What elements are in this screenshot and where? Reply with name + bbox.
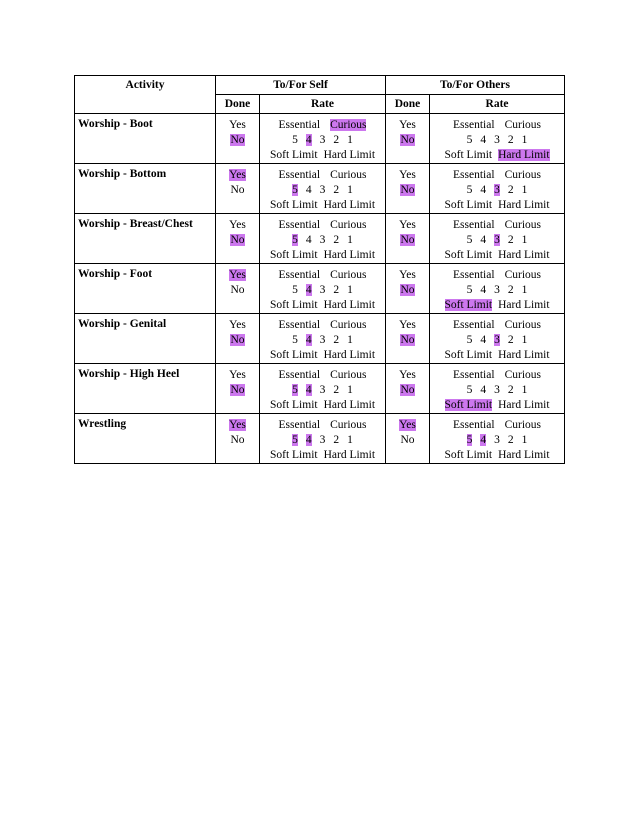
self-header: To/For Self xyxy=(216,76,386,95)
others-essential: Essential xyxy=(453,269,495,281)
others-done-yes: Yes xyxy=(399,269,416,281)
self-rate-2: 2 xyxy=(333,334,340,346)
self-done-cell xyxy=(216,314,260,364)
self-rate-4: 4 xyxy=(305,134,312,146)
header-row-2 xyxy=(75,95,565,114)
others-essential: Essential xyxy=(453,319,495,331)
others-rate-cell xyxy=(430,364,565,414)
others-curious: Curious xyxy=(504,319,541,331)
self-done-yes: Yes xyxy=(229,169,246,181)
self-rate-2: 2 xyxy=(333,284,340,296)
others-rate-4: 4 xyxy=(480,384,487,396)
others-rate-4: 4 xyxy=(480,334,487,346)
others-curious: Curious xyxy=(504,419,541,431)
others-done-yes: Yes xyxy=(399,419,416,431)
others-done-no: No xyxy=(400,134,415,146)
self-rate-3: 3 xyxy=(319,384,326,396)
others-rate-3: 3 xyxy=(494,434,500,446)
self-rate-4: 4 xyxy=(305,434,312,446)
others-done-yes: Yes xyxy=(399,119,416,131)
others-rate-2: 2 xyxy=(507,434,514,446)
self-done-no: No xyxy=(230,334,245,346)
others-rate-5: 5 xyxy=(466,384,473,396)
self-soft-limit: Soft Limit xyxy=(269,299,318,311)
others-rate-3: 3 xyxy=(494,284,500,296)
self-essential: Essential xyxy=(278,219,321,231)
others-done-yes: Yes xyxy=(399,369,416,381)
others-soft-limit: Soft Limit xyxy=(444,399,493,411)
others-rate-1: 1 xyxy=(521,184,528,196)
others-rate-5: 5 xyxy=(466,434,473,446)
self-done-yes: Yes xyxy=(229,119,246,131)
others-rate-4: 4 xyxy=(480,234,487,246)
others-hard-limit: Hard Limit xyxy=(498,399,550,411)
self-done-cell xyxy=(216,364,260,414)
others-rate-cell xyxy=(430,164,565,214)
self-done-cell xyxy=(216,264,260,314)
activity-cell: Worship - High Heel xyxy=(75,364,216,414)
self-hard-limit: Hard Limit xyxy=(323,349,376,361)
others-rate-1: 1 xyxy=(521,234,528,246)
others-done-cell xyxy=(386,414,430,464)
activity-rating-table xyxy=(74,75,565,464)
others-rate-1: 1 xyxy=(521,284,528,296)
self-hard-limit: Hard Limit xyxy=(323,399,376,411)
activity-cell: Wrestling xyxy=(75,414,216,464)
others-rate-3: 3 xyxy=(494,384,500,396)
self-done-no: No xyxy=(230,134,245,146)
self-rate-1: 1 xyxy=(347,434,353,446)
self-rate-3: 3 xyxy=(319,234,326,246)
self-done-yes: Yes xyxy=(229,369,246,381)
others-rate-1: 1 xyxy=(521,384,528,396)
self-rate-header: Rate xyxy=(260,95,386,114)
self-done-yes: Yes xyxy=(229,419,246,431)
others-rate-4: 4 xyxy=(480,184,487,196)
self-rate-5: 5 xyxy=(292,234,298,246)
self-essential: Essential xyxy=(278,169,321,181)
others-done-yes: Yes xyxy=(399,219,416,231)
others-rate-2: 2 xyxy=(507,234,514,246)
self-rate-3: 3 xyxy=(319,134,326,146)
others-rate-1: 1 xyxy=(521,434,528,446)
self-hard-limit: Hard Limit xyxy=(323,299,376,311)
others-rate-cell xyxy=(430,414,565,464)
others-rate-cell xyxy=(430,214,565,264)
self-soft-limit: Soft Limit xyxy=(269,249,318,261)
self-rate-5: 5 xyxy=(292,384,298,396)
self-rate-cell xyxy=(260,264,386,314)
others-hard-limit: Hard Limit xyxy=(498,149,550,161)
activity-header-spacer xyxy=(75,95,216,114)
others-done-cell xyxy=(386,264,430,314)
self-rate-cell xyxy=(260,164,386,214)
table-row xyxy=(75,164,565,214)
others-curious: Curious xyxy=(504,269,541,281)
others-rate-5: 5 xyxy=(466,184,473,196)
self-curious: Curious xyxy=(330,319,367,331)
others-rate-5: 5 xyxy=(466,284,473,296)
self-rate-5: 5 xyxy=(292,334,298,346)
self-done-yes: Yes xyxy=(229,219,246,231)
others-rate-3: 3 xyxy=(494,234,500,246)
self-rate-5: 5 xyxy=(292,134,298,146)
others-rate-2: 2 xyxy=(507,384,514,396)
self-essential: Essential xyxy=(278,369,321,381)
others-done-header: Done xyxy=(386,95,430,114)
self-essential: Essential xyxy=(278,319,321,331)
others-curious: Curious xyxy=(504,219,541,231)
self-curious: Curious xyxy=(330,219,367,231)
others-soft-limit: Soft Limit xyxy=(444,299,493,311)
self-rate-1: 1 xyxy=(347,384,353,396)
self-rate-4: 4 xyxy=(305,284,312,296)
others-header: To/For Others xyxy=(386,76,565,95)
self-rate-1: 1 xyxy=(347,334,353,346)
self-rate-3: 3 xyxy=(319,284,326,296)
others-soft-limit: Soft Limit xyxy=(444,349,493,361)
table-row xyxy=(75,314,565,364)
activity-cell: Worship - Breast/Chest xyxy=(75,214,216,264)
others-rate-3: 3 xyxy=(494,334,500,346)
self-rate-4: 4 xyxy=(305,234,312,246)
others-curious: Curious xyxy=(504,169,541,181)
others-done-cell xyxy=(386,314,430,364)
others-rate-2: 2 xyxy=(507,334,514,346)
others-curious: Curious xyxy=(504,369,541,381)
others-rate-1: 1 xyxy=(521,134,528,146)
self-rate-2: 2 xyxy=(333,184,340,196)
self-rate-5: 5 xyxy=(292,184,298,196)
others-done-no: No xyxy=(400,334,415,346)
others-rate-3: 3 xyxy=(494,184,500,196)
others-rate-5: 5 xyxy=(466,234,473,246)
others-soft-limit: Soft Limit xyxy=(444,149,493,161)
self-curious: Curious xyxy=(330,269,367,281)
self-done-no: No xyxy=(230,434,245,446)
others-done-no: No xyxy=(400,384,415,396)
self-done-no: No xyxy=(230,184,245,196)
self-hard-limit: Hard Limit xyxy=(323,149,376,161)
others-done-yes: Yes xyxy=(399,319,416,331)
activity-cell: Worship - Boot xyxy=(75,114,216,164)
others-rate-5: 5 xyxy=(466,134,473,146)
self-rate-5: 5 xyxy=(292,434,298,446)
others-done-no: No xyxy=(400,284,415,296)
self-essential: Essential xyxy=(278,419,321,431)
others-rate-2: 2 xyxy=(507,184,514,196)
self-curious: Curious xyxy=(330,369,367,381)
self-done-yes: Yes xyxy=(229,269,246,281)
self-done-cell xyxy=(216,114,260,164)
activity-cell: Worship - Bottom xyxy=(75,164,216,214)
others-curious: Curious xyxy=(504,119,541,131)
self-done-cell xyxy=(216,214,260,264)
self-rate-2: 2 xyxy=(333,434,340,446)
self-soft-limit: Soft Limit xyxy=(269,449,318,461)
self-rate-4: 4 xyxy=(305,184,312,196)
others-soft-limit: Soft Limit xyxy=(444,249,493,261)
others-done-no: No xyxy=(400,434,415,446)
others-rate-cell xyxy=(430,314,565,364)
others-done-yes: Yes xyxy=(399,169,416,181)
others-essential: Essential xyxy=(453,119,495,131)
others-essential: Essential xyxy=(453,369,495,381)
others-rate-3: 3 xyxy=(494,134,500,146)
self-rate-cell xyxy=(260,214,386,264)
self-rate-1: 1 xyxy=(347,284,353,296)
self-rate-cell xyxy=(260,364,386,414)
others-rate-cell xyxy=(430,264,565,314)
others-rate-cell xyxy=(430,114,565,164)
activity-header: Activity xyxy=(75,76,216,95)
table-row xyxy=(75,364,565,414)
others-done-cell xyxy=(386,364,430,414)
activity-cell: Worship - Foot xyxy=(75,264,216,314)
self-rate-2: 2 xyxy=(333,134,340,146)
others-essential: Essential xyxy=(453,219,495,231)
others-done-no: No xyxy=(400,184,415,196)
self-rate-3: 3 xyxy=(319,334,326,346)
others-rate-4: 4 xyxy=(480,284,487,296)
self-done-no: No xyxy=(230,384,245,396)
others-done-cell xyxy=(386,214,430,264)
others-done-no: No xyxy=(400,234,415,246)
self-hard-limit: Hard Limit xyxy=(323,449,376,461)
self-soft-limit: Soft Limit xyxy=(269,199,318,211)
others-hard-limit: Hard Limit xyxy=(498,199,550,211)
self-essential: Essential xyxy=(278,269,321,281)
activity-cell: Worship - Genital xyxy=(75,314,216,364)
self-done-header: Done xyxy=(216,95,260,114)
others-rate-2: 2 xyxy=(507,134,514,146)
others-soft-limit: Soft Limit xyxy=(444,199,493,211)
self-soft-limit: Soft Limit xyxy=(269,149,318,161)
self-rate-cell xyxy=(260,114,386,164)
others-rate-1: 1 xyxy=(521,334,528,346)
others-hard-limit: Hard Limit xyxy=(498,299,550,311)
others-hard-limit: Hard Limit xyxy=(498,449,550,461)
table-row xyxy=(75,214,565,264)
self-rate-3: 3 xyxy=(319,184,326,196)
others-essential: Essential xyxy=(453,419,495,431)
others-done-cell xyxy=(386,164,430,214)
self-hard-limit: Hard Limit xyxy=(323,249,376,261)
others-rate-4: 4 xyxy=(480,434,487,446)
table-row xyxy=(75,264,565,314)
self-hard-limit: Hard Limit xyxy=(323,199,376,211)
self-soft-limit: Soft Limit xyxy=(269,399,318,411)
self-done-yes: Yes xyxy=(229,319,246,331)
self-curious: Curious xyxy=(330,419,367,431)
others-done-cell xyxy=(386,114,430,164)
others-soft-limit: Soft Limit xyxy=(444,449,493,461)
self-rate-4: 4 xyxy=(305,384,312,396)
self-done-cell xyxy=(216,414,260,464)
self-rate-1: 1 xyxy=(347,134,353,146)
others-hard-limit: Hard Limit xyxy=(498,249,550,261)
others-rate-5: 5 xyxy=(466,334,473,346)
self-rate-5: 5 xyxy=(292,284,298,296)
self-rate-3: 3 xyxy=(319,434,326,446)
self-rate-1: 1 xyxy=(347,234,353,246)
self-done-cell xyxy=(216,164,260,214)
others-hard-limit: Hard Limit xyxy=(498,349,550,361)
self-rate-2: 2 xyxy=(333,384,340,396)
self-done-no: No xyxy=(230,284,245,296)
header-row-1 xyxy=(75,76,565,95)
others-rate-2: 2 xyxy=(507,284,514,296)
self-rate-4: 4 xyxy=(305,334,312,346)
self-soft-limit: Soft Limit xyxy=(269,349,318,361)
others-rate-4: 4 xyxy=(480,134,487,146)
self-done-no: No xyxy=(230,234,245,246)
self-essential: Essential xyxy=(278,119,321,131)
table-body xyxy=(75,114,565,464)
others-rate-header: Rate xyxy=(430,95,565,114)
self-curious: Curious xyxy=(330,169,367,181)
table-row xyxy=(75,114,565,164)
self-rate-cell xyxy=(260,414,386,464)
table-row xyxy=(75,414,565,464)
self-curious: Curious xyxy=(330,119,367,131)
self-rate-2: 2 xyxy=(333,234,340,246)
self-rate-cell xyxy=(260,314,386,364)
self-rate-1: 1 xyxy=(347,184,353,196)
others-essential: Essential xyxy=(453,169,495,181)
